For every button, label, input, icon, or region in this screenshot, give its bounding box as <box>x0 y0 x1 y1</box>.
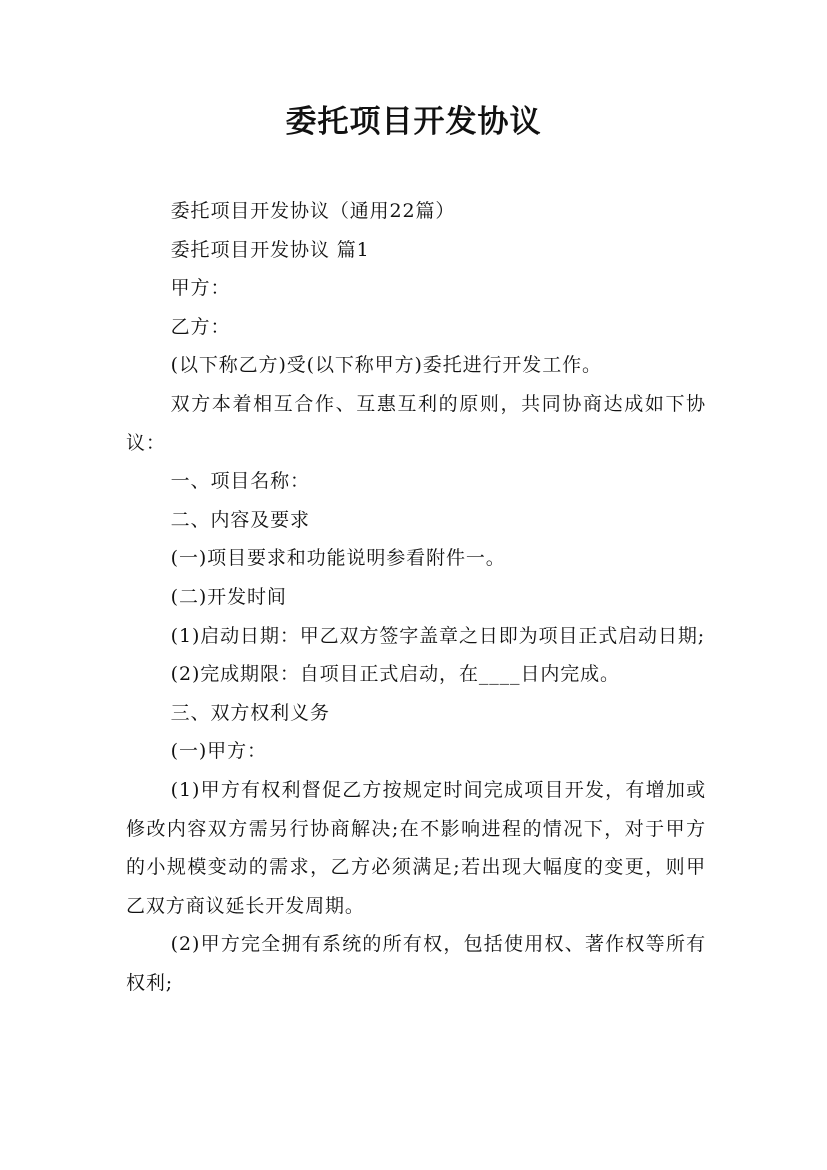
paragraph-principle: 双方本着相互合作、互惠互利的原则，共同协商达成如下协议： <box>126 392 706 454</box>
paragraph-project-name: 一、项目名称： <box>170 470 310 493</box>
paragraph-party-a: 甲方： <box>170 277 231 300</box>
paragraph-entrustment: (以下称乙方)受(以下称甲方)委托进行开发工作。 <box>170 354 602 377</box>
paragraph-content-requirements: 二、内容及要求 <box>170 508 310 531</box>
paragraph-requirements-detail: (一)项目要求和功能说明参看附件一。 <box>170 547 506 570</box>
paragraph-party-a-right-2: (2)甲方完全拥有系统的所有权，包括使用权、著作权等所有权利; <box>126 933 706 994</box>
paragraph-subtitle: 委托项目开发协议（通用22篇） <box>170 200 456 222</box>
document-body <box>126 192 706 1002</box>
paragraph-party-b: 乙方： <box>170 315 231 338</box>
paragraph-start-date: (1)启动日期：甲乙双方签字盖章之日即为项目正式启动日期; <box>170 624 706 647</box>
paragraph-deadline: (2)完成期限：自项目正式启动，在____日内完成。 <box>170 663 620 686</box>
paragraph-development-time: (二)开发时间 <box>170 585 287 608</box>
paragraph-party-a-right-1: (1)甲方有权利督促乙方按规定时间完成项目开发，有增加或修改内容双方需另行协商解决;在不影响进程的情况下，对于甲方的小规模变动的需求，乙方必须满足;若出现大幅度的变更，则甲乙双方商议延长开发周期。 <box>126 778 706 917</box>
paragraph-party-a-heading: (一)甲方： <box>170 740 267 763</box>
paragraph-section-heading: 委托项目开发协议 篇1 <box>170 238 370 261</box>
document-title: 委托项目开发协议 <box>285 104 542 140</box>
paragraph-rights-obligations: 三、双方权利义务 <box>170 701 330 724</box>
